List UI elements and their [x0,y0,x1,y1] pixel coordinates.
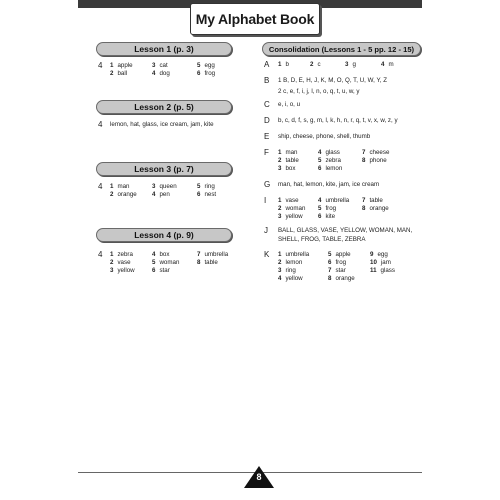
list-item: 6 frog [328,259,347,266]
list-item: 2 orange [110,191,137,198]
list-item: 5 frog [318,205,337,212]
list-item: 4 yellow [278,275,303,282]
exercise-e-answer: ship, cheese, phone, shell, thumb [278,133,371,140]
list-item: 1 umbrella [278,251,310,258]
list-item: 11 glass [370,267,395,274]
list-item: 5 egg [197,62,215,69]
list-item: 7 cheese [362,149,390,156]
consolidation-heading-label: Consolidation (Lessons 1 - 5 pp. 12 - 15) [268,44,415,54]
list-item: 4 umbrella [318,197,350,204]
list-item: 2 woman [278,205,306,212]
list-item: 4 dog [152,70,170,77]
list-item: 6 frog [197,70,216,77]
list-item: 8 orange [362,205,389,212]
exercise-c-answer: e, i, o, u [278,101,301,108]
list-item: 1 apple [110,62,133,69]
list-item: 5 woman [152,259,180,266]
exercise-letter-j: J [264,226,268,235]
exercise-letter-g: G [264,180,271,189]
exercise-letter-b: B [264,76,270,85]
exercise-letter-k: K [264,250,270,259]
lesson2-answer: lemon, hat, glass, ice cream, jam, kite [110,121,214,128]
list-item: 3 yellow [278,213,303,220]
list-item: 6 lemon [318,165,343,172]
page-number: 8 [256,472,262,482]
list-item: 4 box [152,251,170,258]
lesson4-heading-label: Lesson 4 (p. 9) [134,230,194,240]
list-item: 7 star [328,267,346,274]
list-item: 5 zebra [318,157,341,164]
list-item: 1 b [278,61,289,68]
list-item: 2 c [310,61,321,68]
lesson2-heading [96,100,232,114]
exercise-b-line2: 2 c, e, f, i, j, l, n, o, q, t, u, w, y [278,88,360,95]
title-box [190,3,320,35]
list-item: 4 glass [318,149,340,156]
list-item: 2 vase [110,259,131,266]
lesson4-heading [96,228,232,242]
list-item: 9 egg [370,251,388,258]
list-item: 3 queen [152,183,177,190]
list-item: 6 nest [197,191,217,198]
list-item: 8 phone [362,157,387,164]
lesson1-heading [96,42,232,56]
list-item: 3 cat [152,62,168,69]
lesson3-heading-label: Lesson 3 (p. 7) [134,164,194,174]
lesson2-heading-label: Lesson 2 (p. 5) [134,102,194,112]
list-item: 3 ring [278,267,296,274]
list-item: 7 table [362,197,383,204]
lesson3-heading [96,162,232,176]
exercise-letter-e: E [264,132,270,141]
exercise-letter-i: I [264,196,267,205]
list-item: 2 ball [110,70,128,77]
list-item: 4 pen [152,191,170,198]
list-item: 1 man [110,183,130,190]
list-item: 3 yellow [110,267,135,274]
list-item: 2 lemon [278,259,303,266]
exercise-g-answer: man, hat, lemon, kite, jam, ice cream [278,181,380,188]
list-item: 7 umbrella [197,251,229,258]
exercise-letter-d: D [264,116,270,125]
exercise-j-line2: SHELL, FROG, TABLE, ZEBRA [278,236,366,243]
list-item: 5 ring [197,183,215,190]
list-item: 1 vase [278,197,299,204]
list-item: 3 g [345,61,356,68]
lesson4-exercise-number: 4 [98,250,103,259]
lesson1-heading-label: Lesson 1 (p. 3) [134,44,194,54]
list-item: 4 m [381,61,394,68]
lesson3-exercise-number: 4 [98,182,103,191]
list-item: 8 orange [328,275,355,282]
exercise-b-line1: 1 B, D, E, H, J, K, M, O, Q, T, U, W, Y, Z [278,77,387,84]
lesson1-exercise-number: 4 [98,61,103,70]
exercise-d-answer: b, c, d, f, s, g, m, l, k, h, n, r, q, t, v, x, w, z, y [278,117,398,124]
list-item: 1 zebra [110,251,133,258]
exercise-letter-c: C [264,100,270,109]
consolidation-heading [262,42,421,56]
exercise-letter-a: A [264,60,270,69]
page [78,0,422,500]
list-item: 6 star [152,267,170,274]
lesson2-exercise-number: 4 [98,120,103,129]
page-title: My Alphabet Book [195,11,315,27]
list-item: 5 apple [328,251,351,258]
list-item: 1 man [278,149,298,156]
exercise-j-line1: BALL, GLASS, VASE, YELLOW, WOMAN, MAN, [278,227,413,234]
list-item: 2 table [278,157,299,164]
list-item: 6 kite [318,213,336,220]
exercise-letter-f: F [264,148,269,157]
list-item: 3 box [278,165,296,172]
list-item: 8 table [197,259,218,266]
list-item: 10 jam [370,259,391,266]
